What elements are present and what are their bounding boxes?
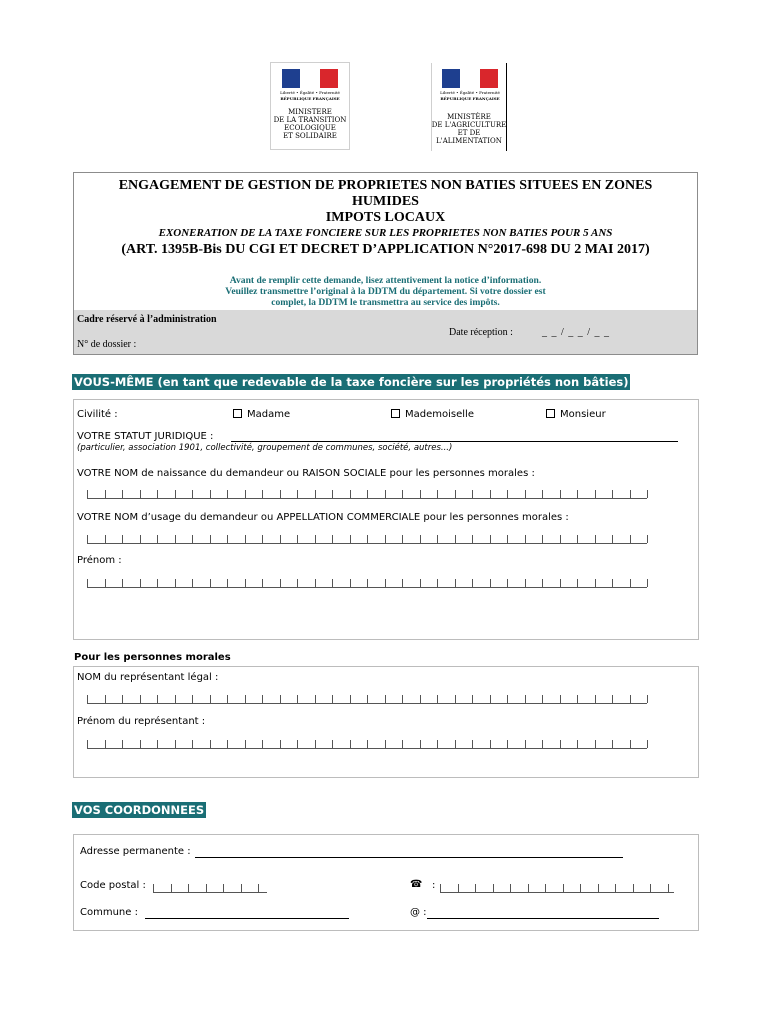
comb-tick — [507, 695, 508, 703]
comb-tick — [175, 579, 176, 587]
logo-republic: RÉPUBLIQUE FRANÇAISE — [280, 96, 340, 101]
comb-tick — [192, 535, 193, 543]
adresse-field[interactable] — [195, 856, 623, 858]
comb-tick — [507, 490, 508, 498]
comb-tick — [140, 490, 141, 498]
comb-tick — [210, 740, 211, 748]
comb-tick — [227, 490, 228, 498]
notice-line: Veuillez transmettre l’original à la DDTM du département. Si votre dossier est — [225, 286, 546, 297]
comb-tick — [542, 695, 543, 703]
comb-tick — [455, 535, 456, 543]
comb-tick — [297, 535, 298, 543]
comb-tick — [140, 740, 141, 748]
logo-line: DE LA TRANSITION — [273, 116, 347, 124]
comb-tick — [472, 490, 473, 498]
comb-tick — [595, 740, 596, 748]
checkbox-icon[interactable] — [233, 409, 242, 418]
comb-tick — [458, 884, 459, 892]
dossier-label: N° de dossier : — [77, 339, 137, 350]
comb-tick — [630, 740, 631, 748]
comb-tick — [402, 695, 403, 703]
comb-tick — [157, 579, 158, 587]
comb-tick — [332, 695, 333, 703]
comb-tick — [490, 695, 491, 703]
comb-tick — [402, 535, 403, 543]
phone-field[interactable] — [440, 883, 674, 893]
comb-tick — [122, 535, 123, 543]
comb-tick — [507, 535, 508, 543]
comb-tick — [105, 490, 106, 498]
comb-tick — [525, 579, 526, 587]
comb-tick — [175, 740, 176, 748]
comb-tick — [315, 535, 316, 543]
phone-icon: ☎ — [410, 879, 423, 890]
comb-tick — [612, 740, 613, 748]
comb-tick — [630, 695, 631, 703]
comb-tick — [367, 695, 368, 703]
code-postal-label: Code postal : — [80, 880, 146, 891]
comb-tick — [350, 579, 351, 587]
statut-hint: (particulier, association 1901, collectivité, groupement de communes, société, autres...) — [77, 443, 453, 453]
section-header-morales: Pour les personnes morales — [74, 652, 231, 663]
comb-tick — [420, 695, 421, 703]
comb-tick — [630, 535, 631, 543]
comb-tick — [402, 740, 403, 748]
comb-tick — [385, 740, 386, 748]
checkbox-icon[interactable] — [546, 409, 555, 418]
comb-tick — [563, 884, 564, 892]
option-label: Mademoiselle — [405, 409, 474, 420]
comb-tick — [612, 579, 613, 587]
commune-label: Commune : — [80, 907, 138, 918]
comb-tick — [122, 490, 123, 498]
comb-tick — [437, 579, 438, 587]
civilite-label: Civilité : — [77, 409, 118, 420]
form-title: ENGAGEMENT DE GESTION DE PROPRIETES NON BATIES SITUEES EN ZONES — [118, 178, 653, 193]
comb-tick — [385, 695, 386, 703]
comb-tick — [350, 490, 351, 498]
comb-tick — [577, 695, 578, 703]
radio-monsieur[interactable] — [546, 409, 606, 420]
comb-tick — [507, 740, 508, 748]
comb-tick — [192, 695, 193, 703]
comb-tick — [647, 579, 648, 587]
comb-tick — [525, 740, 526, 748]
date-reception-value: _ _ / _ _ / _ _ — [542, 327, 611, 338]
comb-tick — [595, 579, 596, 587]
comb-tick — [455, 695, 456, 703]
email-label: @ : — [410, 907, 427, 918]
comb-tick — [280, 535, 281, 543]
comb-tick — [105, 535, 106, 543]
logo-motto: Liberté • Égalité • Fraternité — [440, 90, 500, 95]
comb-tick — [332, 535, 333, 543]
comb-tick — [475, 884, 476, 892]
comb-tick — [385, 535, 386, 543]
logo-ministere-transition — [270, 62, 350, 150]
phone-label: : — [432, 880, 436, 891]
statut-label: VOTRE STATUT JURIDIQUE : — [77, 431, 214, 442]
comb-tick — [633, 884, 634, 892]
comb-tick — [262, 535, 263, 543]
logo-line: ECOLOGIQUE — [284, 124, 336, 132]
comb-tick — [560, 579, 561, 587]
comb-tick — [262, 490, 263, 498]
code-postal-field[interactable] — [153, 883, 267, 893]
comb-tick — [332, 490, 333, 498]
comb-tick — [332, 579, 333, 587]
comb-tick — [87, 535, 88, 543]
comb-tick — [455, 740, 456, 748]
nom-usage-field[interactable] — [87, 534, 647, 544]
comb-tick — [647, 535, 648, 543]
comb-tick — [367, 535, 368, 543]
comb-tick — [612, 695, 613, 703]
comb-tick — [528, 884, 529, 892]
comb-tick — [525, 695, 526, 703]
notice-line: complet, la DDTM le transmettra au service des impôts. — [271, 297, 500, 308]
comb-tick — [402, 490, 403, 498]
comb-tick — [472, 535, 473, 543]
comb-tick — [490, 579, 491, 587]
comb-tick — [455, 490, 456, 498]
prenom-representant-label: Prénom du représentant : — [77, 716, 206, 727]
comb-tick — [647, 740, 648, 748]
comb-tick — [668, 884, 669, 892]
comb-tick — [140, 695, 141, 703]
date-reception-label: Date réception : — [449, 327, 513, 338]
comb-tick — [420, 535, 421, 543]
comb-tick — [122, 579, 123, 587]
prenom-label: Prénom : — [77, 555, 122, 566]
comb-tick — [542, 490, 543, 498]
comb-tick — [493, 884, 494, 892]
comb-tick — [650, 884, 651, 892]
comb-tick — [157, 740, 158, 748]
comb-tick — [153, 884, 154, 892]
comb-tick — [175, 490, 176, 498]
comb-tick — [350, 695, 351, 703]
comb-tick — [472, 579, 473, 587]
comb-tick — [350, 740, 351, 748]
comb-tick — [560, 740, 561, 748]
comb-tick — [262, 695, 263, 703]
form-title-3: IMPOTS LOCAUX — [325, 210, 446, 225]
prenom-representant-field[interactable] — [87, 739, 647, 749]
logo-line: DE L'AGRICULTURE — [431, 121, 507, 129]
comb-tick — [577, 740, 578, 748]
comb-tick — [525, 535, 526, 543]
comb-tick — [490, 740, 491, 748]
comb-tick — [545, 884, 546, 892]
nom-usage-label: VOTRE NOM d’usage du demandeur ou APPELLATION COMMERCIALE pour les personnes morales : — [77, 512, 569, 523]
logo-motto: Liberté • Égalité • Fraternité — [280, 90, 340, 95]
comb-tick — [87, 740, 88, 748]
comb-tick — [595, 695, 596, 703]
comb-tick — [188, 884, 189, 892]
comb-tick — [140, 579, 141, 587]
comb-tick — [577, 490, 578, 498]
comb-tick — [105, 740, 106, 748]
comb-tick — [175, 695, 176, 703]
nom-representant-label: NOM du représentant légal : — [77, 672, 219, 683]
checkbox-icon[interactable] — [391, 409, 400, 418]
comb-tick — [598, 884, 599, 892]
comb-tick — [87, 490, 88, 498]
comb-tick — [227, 740, 228, 748]
comb-tick — [245, 579, 246, 587]
comb-tick — [420, 490, 421, 498]
comb-tick — [157, 490, 158, 498]
comb-tick — [245, 740, 246, 748]
adresse-label: Adresse permanente : — [80, 846, 191, 857]
comb-tick — [612, 490, 613, 498]
comb-tick — [560, 535, 561, 543]
comb-tick — [437, 490, 438, 498]
comb-tick — [647, 490, 648, 498]
comb-tick — [192, 579, 193, 587]
flag-icon — [442, 69, 498, 88]
logo-line: L'ALIMENTATION — [436, 137, 502, 145]
comb-tick — [437, 695, 438, 703]
comb-tick — [542, 579, 543, 587]
comb-tick — [280, 695, 281, 703]
flag-icon — [282, 69, 338, 88]
comb-tick — [615, 884, 616, 892]
comb-tick — [367, 740, 368, 748]
comb-tick — [560, 695, 561, 703]
comb-tick — [245, 490, 246, 498]
comb-tick — [192, 490, 193, 498]
comb-tick — [455, 579, 456, 587]
comb-tick — [105, 695, 106, 703]
comb-tick — [227, 695, 228, 703]
comb-tick — [580, 884, 581, 892]
comb-tick — [297, 740, 298, 748]
section-header-coordonnees: VOS COORDONNEES — [74, 803, 205, 817]
comb-tick — [140, 535, 141, 543]
nom-naissance-label: VOTRE NOM de naissance du demandeur ou RAISON SOCIALE pour les personnes morales : — [77, 468, 535, 479]
comb-tick — [472, 695, 473, 703]
comb-tick — [157, 695, 158, 703]
comb-tick — [630, 579, 631, 587]
logo-ministere-agriculture — [430, 62, 508, 152]
comb-tick — [542, 740, 543, 748]
commune-field[interactable] — [145, 917, 349, 919]
comb-tick — [647, 695, 648, 703]
radio-madame[interactable] — [233, 409, 290, 420]
comb-tick — [297, 490, 298, 498]
comb-tick — [105, 579, 106, 587]
comb-tick — [280, 490, 281, 498]
form-title-2: HUMIDES — [352, 194, 419, 209]
comb-tick — [440, 884, 441, 892]
comb-tick — [595, 490, 596, 498]
comb-tick — [245, 695, 246, 703]
comb-tick — [122, 695, 123, 703]
comb-tick — [542, 535, 543, 543]
form-subtitle: EXONERATION DE LA TAXE FONCIERE SUR LES PROPRIETES NON BATIES POUR 5 ANS — [158, 227, 613, 239]
comb-tick — [367, 490, 368, 498]
comb-tick — [87, 695, 88, 703]
comb-tick — [577, 579, 578, 587]
comb-tick — [210, 535, 211, 543]
comb-tick — [258, 884, 259, 892]
comb-tick — [210, 695, 211, 703]
comb-tick — [280, 579, 281, 587]
radio-mademoiselle[interactable] — [391, 409, 474, 420]
comb-tick — [612, 535, 613, 543]
comb-tick — [241, 884, 242, 892]
form-article: (ART. 1395B-Bis DU CGI ET DECRET D’APPLICATION N°2017-698 DU 2 MAI 2017) — [121, 242, 650, 257]
admin-title: Cadre réservé à l’administration — [77, 314, 217, 325]
comb-tick — [315, 579, 316, 587]
logo-line: MINISTÈRE — [447, 113, 491, 121]
comb-tick — [420, 579, 421, 587]
comb-tick — [420, 740, 421, 748]
comb-tick — [595, 535, 596, 543]
comb-tick — [223, 884, 224, 892]
comb-tick — [490, 490, 491, 498]
section-header-vous: VOUS-MÊME (en tant que redevable de la taxe foncière sur les propriétés non bâties) — [74, 375, 629, 389]
comb-tick — [262, 579, 263, 587]
comb-tick — [315, 695, 316, 703]
option-label: Madame — [247, 409, 291, 420]
email-field[interactable] — [427, 917, 659, 919]
nom-representant-field[interactable] — [87, 694, 647, 704]
comb-tick — [206, 884, 207, 892]
comb-tick — [192, 740, 193, 748]
comb-tick — [385, 490, 386, 498]
comb-tick — [630, 490, 631, 498]
comb-tick — [280, 740, 281, 748]
statut-field[interactable] — [231, 440, 678, 442]
title-block — [73, 172, 698, 312]
comb-tick — [507, 579, 508, 587]
comb-tick — [227, 535, 228, 543]
comb-tick — [157, 535, 158, 543]
comb-tick — [262, 740, 263, 748]
comb-tick — [385, 579, 386, 587]
comb-tick — [87, 579, 88, 587]
comb-tick — [210, 579, 211, 587]
logo-line: ET DE — [457, 129, 481, 137]
prenom-field[interactable] — [87, 578, 647, 588]
comb-tick — [122, 740, 123, 748]
comb-tick — [367, 579, 368, 587]
comb-tick — [245, 535, 246, 543]
comb-tick — [525, 490, 526, 498]
comb-tick — [437, 535, 438, 543]
nom-naissance-field[interactable] — [87, 489, 647, 499]
comb-tick — [210, 490, 211, 498]
comb-tick — [297, 579, 298, 587]
comb-tick — [175, 535, 176, 543]
comb-tick — [402, 579, 403, 587]
comb-tick — [350, 535, 351, 543]
comb-tick — [315, 740, 316, 748]
comb-tick — [315, 490, 316, 498]
comb-tick — [577, 535, 578, 543]
comb-tick — [472, 740, 473, 748]
comb-tick — [297, 695, 298, 703]
comb-tick — [171, 884, 172, 892]
comb-tick — [437, 740, 438, 748]
admin-box — [73, 310, 698, 355]
comb-tick — [332, 740, 333, 748]
logo-line: MINISTERE — [288, 108, 332, 116]
notice-line: Avant de remplir cette demande, lisez attentivement la notice d’information. — [229, 275, 542, 286]
logo-republic: RÉPUBLIQUE FRANÇAISE — [440, 96, 500, 101]
option-label: Monsieur — [560, 409, 606, 420]
comb-tick — [490, 535, 491, 543]
comb-tick — [227, 579, 228, 587]
comb-tick — [560, 490, 561, 498]
comb-tick — [510, 884, 511, 892]
logo-line: ET SOLIDAIRE — [283, 132, 337, 140]
